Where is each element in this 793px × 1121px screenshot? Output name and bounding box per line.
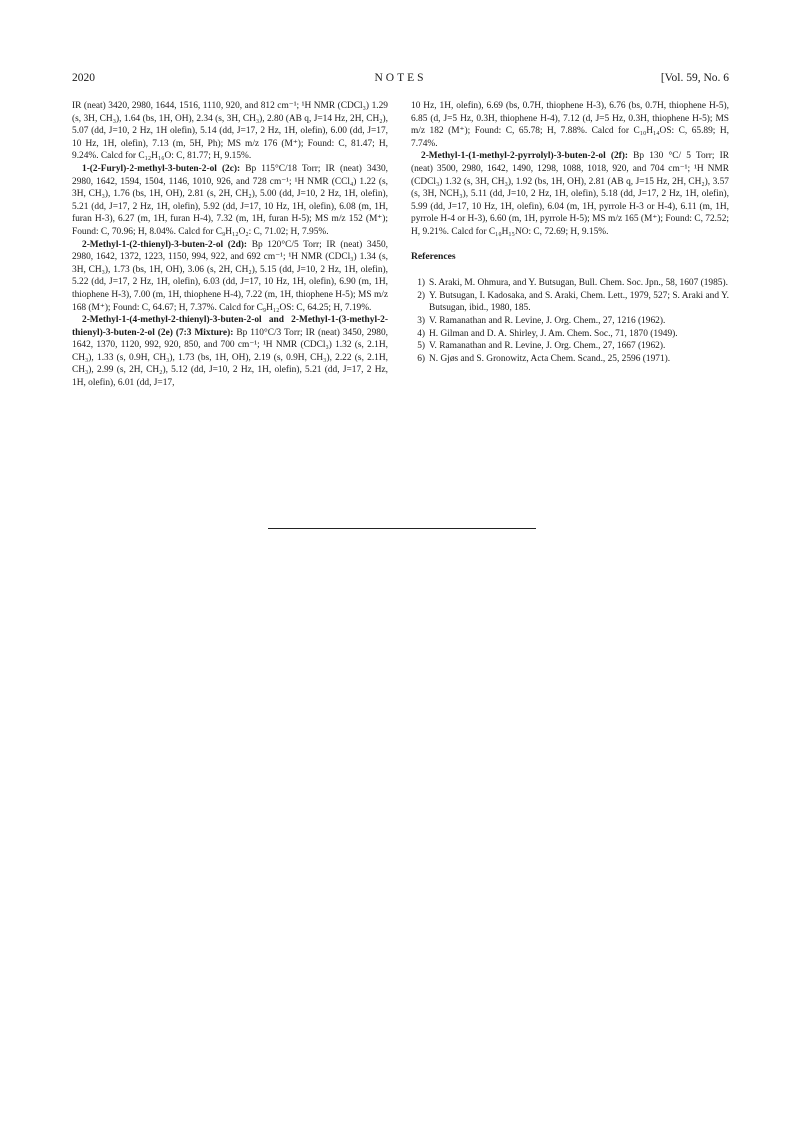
reference-number: 2) [417,290,425,301]
compound-2f-data: Bp 130 °C/ 5 Torr; IR (neat) 3500, 2980, 1642, 1490, 1298, 1088, 1018, 920, and 704 cm⁻¹; ¹H NMR (CDCl₃) 1.32 (s, 3H, CH₃), 1.92 (bs, 1H, OH), 2.81 (AB q, J=15 Hz, 2H, CH₂), 3.57 (s, 3H, NCH₃), 5.11 (dd, J=10, 2 Hz, 1H, olefin), 5.18 (dd, J=17, 2 Hz, 1H, olefin), 5.99 (dd, J=17, 10 Hz, 1H, olefin), 6.04 (m, 1H, pyrrole H-3 or H-4), 6.11 (m, 1H, pyrrole H-4 or H-3), 6.60 (m, 1H, pyrrole H-5); MS m/z 165 (M⁺); Found: C, 72.52; H, 9.21%. Calcd for C₁₀H₁₅NO: C, 72.69; H, 9.15%. [411,151,729,237]
reference-number: 3) [417,315,425,326]
reference-number: 1) [417,278,425,289]
reference-item [411,290,729,315]
page-number: 2020 [72,72,95,84]
reference-number: 5) [417,341,425,352]
reference-text: Y. Butsugan, I. Kadosaka, and S. Araki, Chem. Lett., 1979, 527; S. Araki and Y. Butsugan, ibid., 1980, 185. [429,290,729,314]
compound-2e-data: Bp 110°C/3 Torr; IR (neat) 3450, 2980, 1642, 1370, 1120, 992, 920, 850, and 700 cm⁻¹; ¹H NMR (CDCl₃) 1.32 (s, 2.1H, CH₃), 1.33 (s, 0.9H, CH₃), 1.73 (bs, 1H, OH), 2.19 (s, 0.9H, CH₃), 2.22 (s, 2.1H, CH₃), 2.99 (s, 2H, CH₂), 5.12 (dd, J=10, 2 Hz, 1H, olefin), 5.21 (dd, J=17, 2 Hz, 1H, olefin), 6.01 (dd, J=17, [72,327,388,389]
volume-info: [Vol. 59, No. 6 [660,72,729,84]
reference-item [411,315,729,328]
reference-item [411,328,729,341]
reference-text: H. Gilman and D. A. Shirley, J. Am. Chem. Soc., 71, 1870 (1949). [429,328,678,339]
reference-item [411,353,729,366]
compound-2d-data: Bp 120°C/5 Torr; IR (neat) 3450, 2980, 1642, 1372, 1223, 1150, 994, 922, and 692 cm⁻¹; ¹H NMR (CDCl₃) 1.34 (s, 3H, CH₃), 1.73 (bs, 1H, OH), 3.06 (s, 2H, CH₂), 5.15 (dd, J=10, 2 Hz, 1H, olefin), 5.22 (dd, J=17, 2 Hz, 1H, olefin), 6.03 (dd, J=17, 10 Hz, 1H, olefin), 6.90 (m, 1H, thiophene H-3), 7.00 (m, 1H, thiophene H-4), 7.22 (m, 1H, thiophene H-5); MS m/z 168 (M⁺); Found: C, 64.67; H, 7.37%. Calcd for C₉H₁₂OS: C, 64.25; H, 7.19%. [72,239,389,313]
reference-text: N. Gjøs and S. Gronowitz, Acta Chem. Scand., 25, 2596 (1971). [429,353,671,364]
page-header [72,72,729,90]
reference-text: V. Ramanathan and R. Levine, J. Org. Chem., 27, 1216 (1962). [429,315,666,326]
compound-2e-paragraph [72,314,388,390]
reference-text: S. Araki, M. Ohmura, and Y. Butsugan, Bull. Chem. Soc. Jpn., 58, 1607 (1985). [429,278,728,289]
compound-2b-data-tail: IR (neat) 3420, 2980, 1644, 1516, 1110, 920, and 812 cm⁻¹; ¹H NMR (CDCl₃) 1.29 (s, 3H, CH₃), 1.64 (bs, 1H, OH), 2.34 (s, 3H, CH₃), 2.80 (AB q, J=14 Hz, 2H, CH₂), 5.07 (dd, J=10, 2 Hz, 1H olefin), 5.14 (dd, J=17, 2 Hz, 1H, olefin), 6.00 (dd, J=17, 10 Hz, 1H, olefin), 7.13 (m, 5H, Ph); MS m/z 176 (M⁺); Found: C, 81.47; H, 9.24%. Calcd for C₁₂H₁₆O: C, 81.77; H, 9.15%. [72,101,388,162]
reference-number: 6) [417,353,425,364]
references-heading: References [411,250,456,262]
compound-2d-title: 2-Methyl-1-(2-thienyl)-3-buten-2-ol (2d): [82,239,248,250]
reference-item [411,277,729,290]
compound-2f-paragraph [411,150,729,238]
compound-2f-title: 2-Methyl-1-(1-methyl-2-pyrrolyl)-3-buten-2-ol (2f): [421,151,629,162]
compound-2e-data-tail: 10 Hz, 1H, olefin), 6.69 (bs, 0.7H, thiophene H-3), 6.76 (bs, 0.7H, thiophene H-5), 6.85 (d, J=5 Hz, 0.3H, thiophene H-4), 7.12 (d, J=5 Hz, 0.3H, thiophene H-5); MS m/z 182 (M⁺); Found: C, 65.78; H, 7.88%. Calcd for C₁₀H₁₄OS: C, 65.89; H, 7.74%. [411,101,729,149]
end-divider-rule [268,528,536,529]
right-column [411,100,729,365]
compound-2d-paragraph [72,239,388,315]
running-title: NOTES [374,72,427,84]
left-column [72,100,388,390]
reference-number: 4) [417,328,425,339]
compound-2c-data: Bp 115°C/18 Torr; IR (neat) 3430, 2980, 1642, 1594, 1504, 1146, 1010, 926, and 728 cm⁻¹; ¹H NMR (CCl₄) 1.22 (s, 3H, CH₃), 1.76 (bs, 1H, OH), 2.81 (s, 2H, CH₂), 5.00 (dd, J=10, 2 Hz, 1H, olefin), 5.21 (dd, J=17, 2 Hz, 1H, olefin), 5.92 (dd, J=17, 10 Hz, 1H, olefin), 6.08 (m, 1H, furan H-3), 6.27 (m, 1H, furan H-4), 7.32 (m, 1H, furan H-5); MS m/z 152 (M⁺); Found: C, 70.96; H, 8.04%. Calcd for C₉H₁₂O₂: C, 71.02; H, 7.95%. [72,163,388,237]
reference-item [411,340,729,353]
references-list [411,277,729,365]
compound-2c-title: 1-(2-Furyl)-2-methyl-3-buten-2-ol (2c): [82,163,241,174]
compound-2e-title: 2-Methyl-1-(4-methyl-2-thienyl)-3-buten-2-ol and 2-Methyl-1-(3-methyl-2-thienyl)-3-buten-2-ol (2e) (7:3 Mixture): [72,315,388,338]
reference-text: V. Ramanathan and R. Levine, J. Org. Chem., 27, 1667 (1962). [429,341,666,352]
compound-2c-paragraph [72,163,388,239]
